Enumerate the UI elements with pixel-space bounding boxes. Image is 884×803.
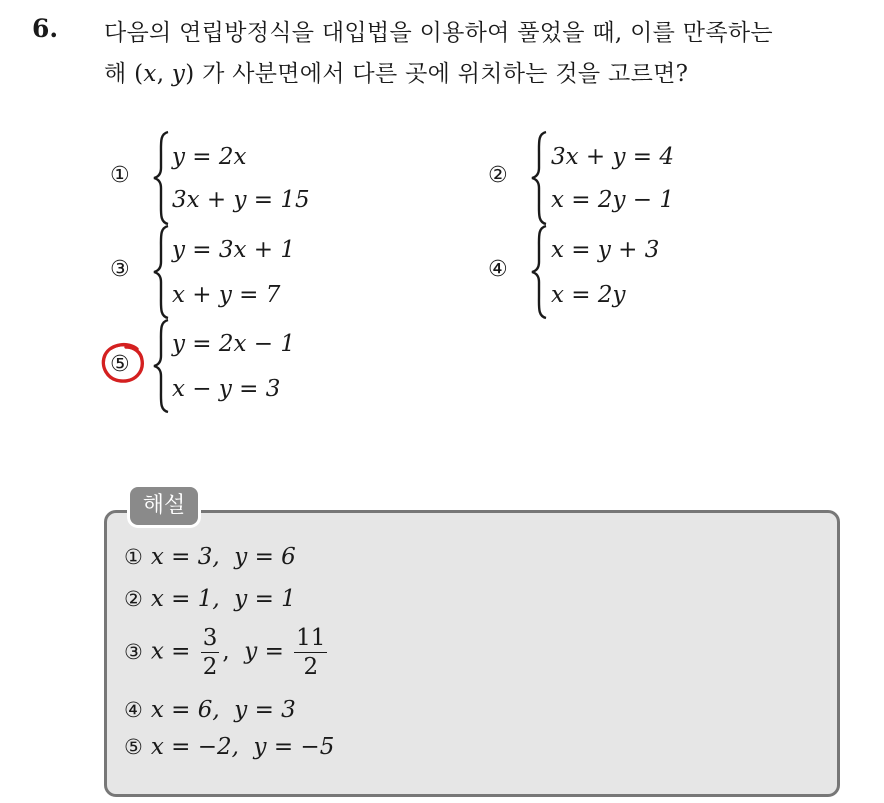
- solution-3: [124, 624, 330, 681]
- solution-2-y: y = 1: [234, 586, 296, 612]
- selected-circle-icon: [99, 340, 149, 386]
- option-3-eq1: y = 3x + 1: [172, 237, 296, 263]
- solution-2: [124, 586, 296, 612]
- solution-4-x: x = 6,: [150, 697, 220, 723]
- solution-1-mark: ①: [124, 545, 143, 569]
- solution-1: [124, 544, 296, 570]
- solution-3-y-label: y =: [244, 638, 284, 665]
- solution-2-mark: ②: [124, 587, 143, 611]
- option-4-eq2: x = 2y: [551, 282, 626, 308]
- solution-2-x: x = 1,: [150, 586, 220, 612]
- fraction-y-denominator: 2: [303, 654, 319, 680]
- solution-5-mark: ⑤: [124, 735, 143, 759]
- option-1-eq1: y = 2x: [172, 144, 247, 170]
- option-4-eq1: x = y + 3: [551, 237, 660, 263]
- question-text-sep: ,: [156, 61, 172, 87]
- question-text-prefix: 해 (: [104, 61, 144, 87]
- option-2-eq1: 3x + y = 4: [551, 144, 675, 170]
- solution-1-x: x = 3,: [150, 544, 220, 570]
- question-number: 6.: [32, 14, 59, 43]
- var-x: x: [143, 61, 157, 87]
- explanation-tag: 해설: [130, 487, 198, 525]
- question-text-line2: [104, 55, 688, 88]
- option-2-mark: ②: [488, 163, 508, 188]
- option-5-eq2: x − y = 3: [172, 376, 281, 402]
- option-1-eq2: 3x + y = 15: [172, 187, 310, 213]
- option-1-mark: ①: [110, 163, 130, 188]
- left-brace-icon: [152, 130, 172, 226]
- solution-1-y: y = 6: [234, 544, 296, 570]
- solution-4-mark: ④: [124, 698, 143, 722]
- solution-5: [124, 734, 334, 760]
- left-brace-icon: [152, 224, 172, 320]
- left-brace-icon: [152, 318, 172, 414]
- var-y: y: [171, 61, 186, 87]
- left-brace-icon: [530, 224, 550, 320]
- option-5-mark: ⑤: [110, 352, 130, 377]
- solution-3-x-label: x =: [150, 638, 191, 665]
- fraction-x-denominator: 2: [202, 654, 218, 680]
- left-brace-icon: [530, 130, 550, 226]
- fraction-x-numerator: 3: [202, 625, 218, 651]
- fraction-y-numerator: 11: [296, 625, 326, 651]
- solution-5-y: y = −5: [253, 734, 335, 760]
- fraction-x: [201, 624, 220, 681]
- question-text-line1: 다음의 연립방정식을 대입법을 이용하여 풀었을 때, 이를 만족하는: [104, 20, 773, 46]
- option-3-eq2: x + y = 7: [172, 282, 281, 308]
- solution-4: [124, 697, 296, 723]
- question-text-suffix: ) 가 사분면에서 다른 곳에 위치하는 것을 고르면?: [185, 61, 689, 87]
- solution-4-y: y = 3: [234, 697, 296, 723]
- option-3-mark: ③: [110, 257, 130, 282]
- option-5-eq1: y = 2x − 1: [172, 331, 296, 357]
- solution-3-mark: ③: [124, 639, 143, 664]
- solution-5-x: x = −2,: [150, 734, 239, 760]
- option-4-mark: ④: [488, 257, 508, 282]
- solution-3-comma: ,: [222, 638, 230, 665]
- fraction-y: [294, 624, 327, 681]
- option-2-eq2: x = 2y − 1: [551, 187, 675, 213]
